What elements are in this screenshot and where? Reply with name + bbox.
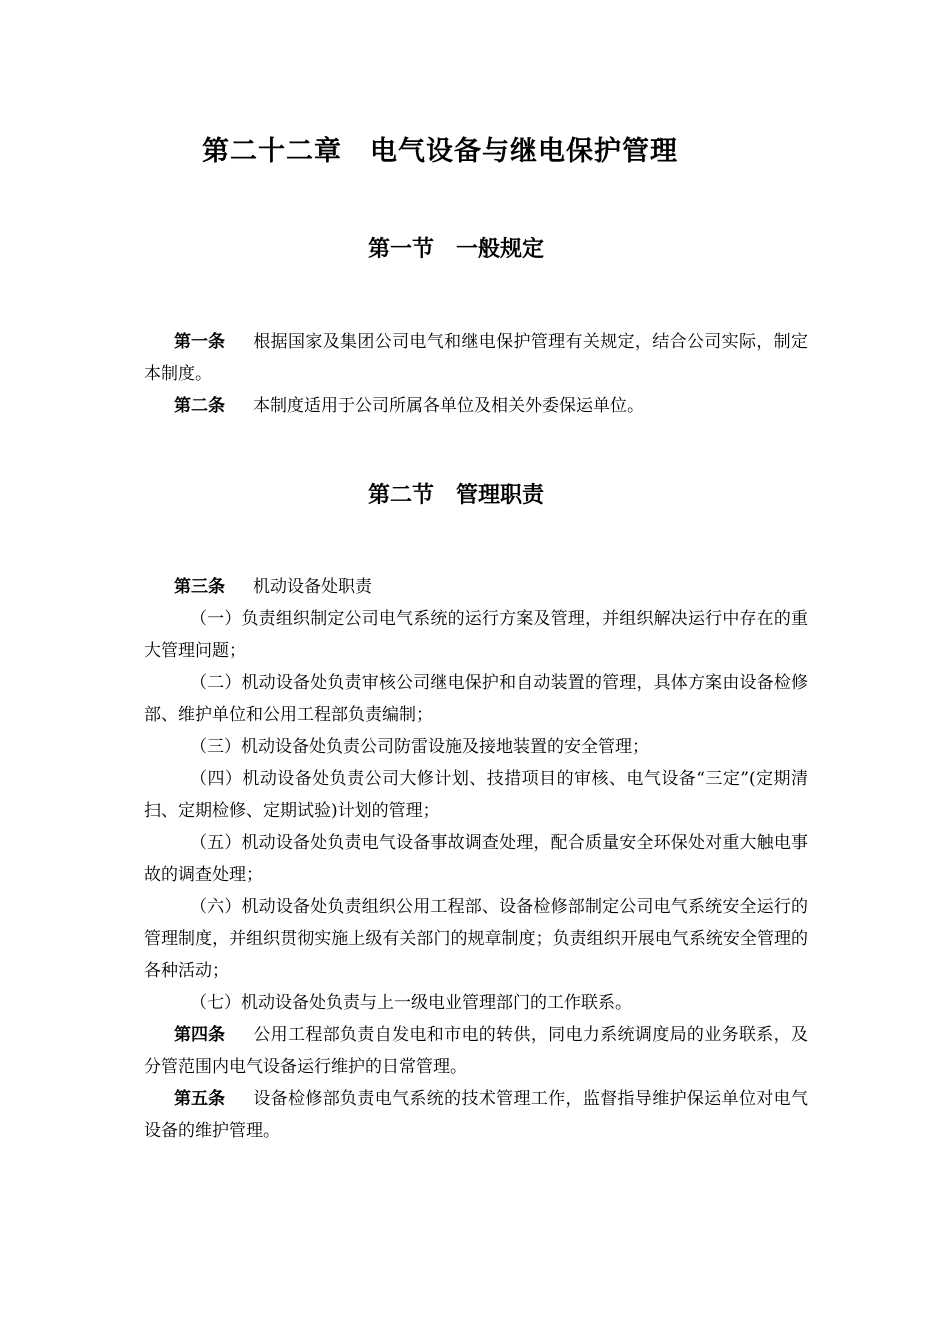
section-body-general-provisions [144,326,808,422]
section-title-responsibilities: 第二节 管理职责 [367,483,544,508]
list-item: （七）机动设备处负责与上一级电业管理部门的工作联系。 [190,993,632,1013]
article-1 [144,326,808,390]
article-4 [144,1019,808,1083]
article-label: 第四条 [174,1025,225,1045]
article-3 [144,571,808,603]
list-item: （六）机动设备处负责组织公用工程部、设备检修部制定公司电气系统安全运行的管理制度，并组织贯彻实施上级有关部门的规章制度；负责组织开展电气系统安全管理的各种活动； [144,897,808,981]
article-label: 第二条 [174,396,225,416]
article-5 [144,1083,808,1147]
article-label: 第一条 [174,332,225,352]
chapter-title: 第二十二章 电气设备与继电保护管理 [202,136,678,167]
article-2 [144,390,808,422]
section-title-general-provisions: 第一节 一般规定 [367,237,544,262]
article-label: 第三条 [174,577,225,597]
article-label: 第五条 [174,1089,225,1109]
article-text: 机动设备处职责 [253,577,372,597]
article-text: 本制度适用于公司所属各单位及相关外委保运单位。 [253,396,644,416]
list-item: （四）机动设备处负责公司大修计划、技措项目的审核、电气设备“三定”(定期清扫、定期检修、定期试验)计划的管理； [144,769,808,821]
list-item: （五）机动设备处负责电气设备事故调查处理，配合质量安全环保处对重大触电事故的调查处理； [144,833,808,885]
list-item: （二）机动设备处负责审核公司继电保护和自动装置的管理，具体方案由设备检修部、维护单位和公用工程部负责编制； [144,673,808,725]
list-item: （一）负责组织制定公司电气系统的运行方案及管理，并组织解决运行中存在的重大管理问题； [144,609,808,661]
article-text: 公用工程部负责自发电和市电的转供，同电力系统调度局的业务联系，及分管范围内电气设备运行维护的日常管理。 [144,1025,808,1077]
list-item: （三）机动设备处负责公司防雷设施及接地装置的安全管理； [190,737,649,757]
article-text: 设备检修部负责电气系统的技术管理工作，监督指导维护保运单位对电气设备的维护管理。 [144,1089,808,1141]
section-body-responsibilities [144,571,808,1147]
article-text: 根据国家及集团公司电气和继电保护管理有关规定，结合公司实际，制定本制度。 [144,332,808,384]
